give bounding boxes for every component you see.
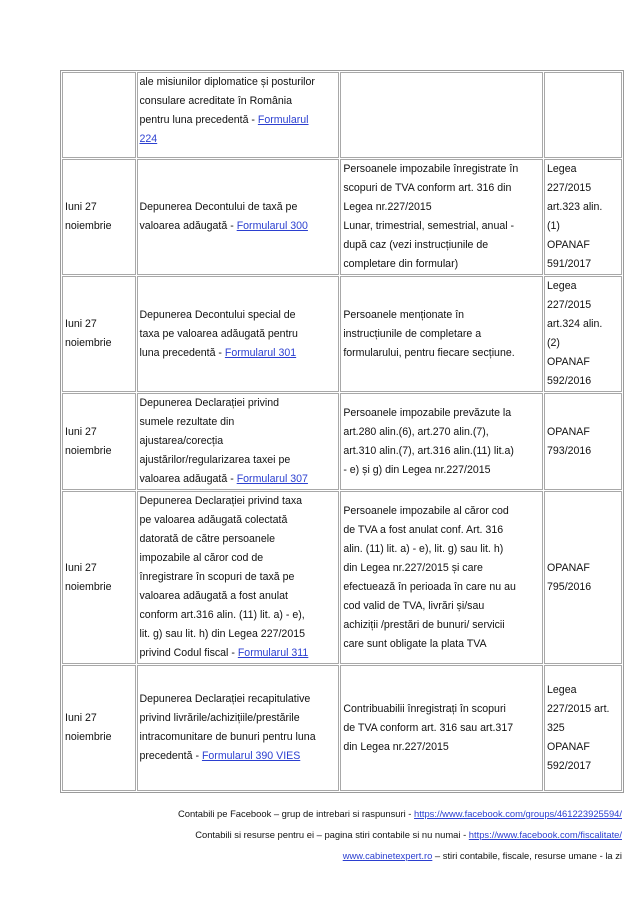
form-224-link[interactable]: Formularul [257,114,309,126]
form-224-link[interactable]: 224 [139,133,158,145]
date-line: Iuni 27 [65,561,97,574]
legal-line: art.323 alin. [547,201,603,213]
payers-line: de TVA a fost anulat conf. Art. 316 [343,523,504,536]
date-line: noiembrie [65,731,112,743]
payers-line: de TVA conform art. 316 sau art.317 [343,721,514,734]
page-footer [22,803,622,866]
payers-line: scopuri de TVA conform art. 316 din [343,182,512,194]
legal-line: Legea [547,280,577,292]
date-cell [62,159,136,275]
date-line: Iuni 27 [65,712,97,724]
legal-line: OPANAF [547,740,590,753]
legal-line: Legea [547,163,577,175]
footer-text: Contabili pe Facebook – grup de intrebari si raspunsuri - [177,808,415,819]
obligation-text: precedentă - [139,750,202,762]
legal-line: 592/2017 [547,759,592,772]
legal-line: 227/2015 [547,182,592,194]
table-row [62,491,622,664]
legal-line: OPANAF [547,356,590,368]
form-300-link[interactable]: Formularul 300 [236,220,308,232]
payers-line: din Legea nr.227/2015 [343,740,449,753]
date-cell [62,491,136,664]
payers-line: Persoanele impozabile al căror cod [343,504,509,517]
table-body [62,72,622,791]
payers-line: alin. (11) lit. a) - e), lit. g) sau lit. h) [343,542,504,555]
facebook-page-link[interactable]: https://www.facebook.com/fiscalitate/ [468,829,622,840]
obligation-line: înregistrare în scopuri de taxă pe [139,571,295,583]
table-row [62,276,622,392]
date-line: Iuni 27 [65,318,97,330]
obligation-line: ajustărilor/regularizarea taxei pe [139,454,291,466]
obligation-line: conform art.316 alin. (11) lit. a) - e), [139,609,305,621]
facebook-group-link[interactable]: https://www.facebook.com/groups/461223925594/ [414,808,622,819]
legal-basis-cell [544,491,622,664]
obligation-line [140,130,337,149]
payers-line: - e) și g) din Legea nr.227/2015 [343,463,491,476]
obligation-cell [137,491,340,664]
cabinetexpert-link[interactable]: www.cabinetexpert.ro [342,850,433,861]
obligation-line: pe valoarea adăugată colectată [139,514,288,526]
legal-line: 592/2016 [547,375,592,387]
payers-line: cod valid de TVA, livrări și/sau [343,599,485,612]
legal-line: Legea [547,683,577,696]
obligation-line: ajustarea/corecția [139,435,224,447]
payers-line: Persoanele impozabile prevăzute la [343,406,512,419]
obligation-text: privind Codul fiscal - [139,647,238,659]
obligation-line: taxa pe valoarea adăugată pentru [139,327,298,340]
payers-line: Persoanele impozabile înregistrate în [343,163,519,175]
legal-basis-cell [544,276,622,392]
date-line: Iuni 27 [65,201,97,213]
payers-line: completare din formular) [343,258,459,270]
fiscal-calendar-table [60,70,624,793]
payers-line: Persoanele menționate în [343,308,465,321]
date-line: noiembrie [65,220,112,232]
obligation-line: lit. g) sau lit. h) din Legea 227/2015 [139,628,305,640]
legal-line: OPANAF [547,561,590,574]
obligation-text: luna precedentă - [139,346,225,359]
date-line: noiembrie [65,580,112,593]
legal-line: 325 [547,721,565,734]
table-row [62,665,622,791]
payers-cell [340,665,543,791]
date-line: noiembrie [65,444,112,457]
payers-line: formularului, pentru fiecare secțiune. [343,346,515,359]
obligation-cell [137,393,340,490]
payers-line: efectuează în perioada în care nu au [343,580,516,593]
obligation-line [140,747,337,766]
legal-line: 591/2017 [547,258,592,270]
legal-line: OPANAF [547,425,590,438]
obligation-line [140,111,337,130]
payers-line: art.310 alin.(7), art.316 alin.(11) lit.a) [343,444,514,457]
obligation-line: valoarea adăugată a fost anulat [139,590,288,602]
obligation-text: valoarea adăugată - [139,220,237,232]
obligation-cell [137,159,340,275]
payers-line: achiziții /prestări de bunuri/ servicii [343,618,505,631]
payers-line: Contribuabilii înregistrați în scopuri [343,702,506,715]
obligation-line: Depunerea Declarației recapitulative [139,693,311,705]
payers-cell [340,276,543,392]
payers-line: după caz (vezi instrucțiunile de [343,239,489,251]
obligation-line: ale misiunilor diplomatice și posturilor [139,76,315,88]
obligation-line [140,470,337,489]
legal-line: OPANAF [547,239,590,251]
obligation-line: Depunerea Declarației privind [139,397,280,409]
payers-cell [340,393,543,490]
form-301-link[interactable]: Formularul 301 [224,346,297,359]
table-row [62,393,622,490]
footer-line-website [22,845,622,866]
obligation-text: valoarea adăugată - [139,473,237,485]
payers-line: din Legea nr.227/2015 și care [343,561,483,574]
payers-line: Legea nr.227/2015 [343,201,432,213]
obligation-line: intracomunitare de bunuri pentru luna [139,731,316,743]
form-390-vies-link[interactable]: Formularul 390 VIES [201,750,301,762]
obligation-line: impozabile al căror cod de [139,552,264,564]
date-cell [62,393,136,490]
payers-cell [340,159,543,275]
obligation-cell [137,665,340,791]
legal-line: 795/2016 [547,580,592,593]
payers-line: instrucțiunile de completare a [343,327,482,340]
footer-text: Contabili si resurse pentru ei – pagina stiri contabile si nu numai - [195,829,469,840]
obligation-line [140,344,337,363]
obligation-line [140,644,337,663]
payers-line: care sunt obligate la plata TVA [343,637,487,650]
legal-basis-cell [544,665,622,791]
legal-line: 227/2015 [547,299,592,311]
obligation-line: consulare acreditate în România [139,95,293,107]
obligation-line: privind livrările/achizițiile/prestările [139,712,300,724]
legal-line: 793/2016 [547,444,592,457]
legal-line: art.324 alin. [547,318,603,330]
payers-cell [340,72,543,158]
form-307-link[interactable]: Formularul 307 [236,473,308,485]
obligation-line: Depunerea Decontului special de [139,308,296,321]
date-cell [62,665,136,791]
payers-line: Lunar, trimestrial, semestrial, anual - [343,220,515,232]
legal-basis-cell [544,393,622,490]
obligation-line: Depunerea Decontului de taxă pe [139,201,298,213]
footer-line-facebook-page [22,824,622,845]
table-row [62,159,622,275]
obligation-line: Depunerea Declarației privind taxa [139,495,303,507]
obligation-cell [137,276,340,392]
date-cell [62,276,136,392]
date-line: Iuni 27 [65,425,97,438]
legal-basis-cell [544,72,622,158]
obligation-line: datorată de către persoanele [139,533,275,545]
table-row [62,72,622,158]
obligation-text: pentru luna precedentă - [139,114,258,126]
legal-line: 227/2015 art. [547,702,610,715]
legal-line: (2) [547,337,560,349]
payers-cell [340,491,543,664]
footer-line-facebook-group [22,803,622,824]
date-cell [62,72,136,158]
legal-basis-cell [544,159,622,275]
obligation-cell [137,72,340,158]
date-line: noiembrie [65,337,112,349]
obligation-line [140,217,337,236]
form-311-link[interactable]: Formularul 311 [237,647,309,659]
legal-line: (1) [547,220,560,232]
payers-line: art.280 alin.(6), art.270 alin.(7), [343,425,489,438]
obligation-line: sumele rezultate din [139,416,235,428]
footer-text: – stiri contabile, fiscale, resurse umane - la zi [432,850,622,861]
